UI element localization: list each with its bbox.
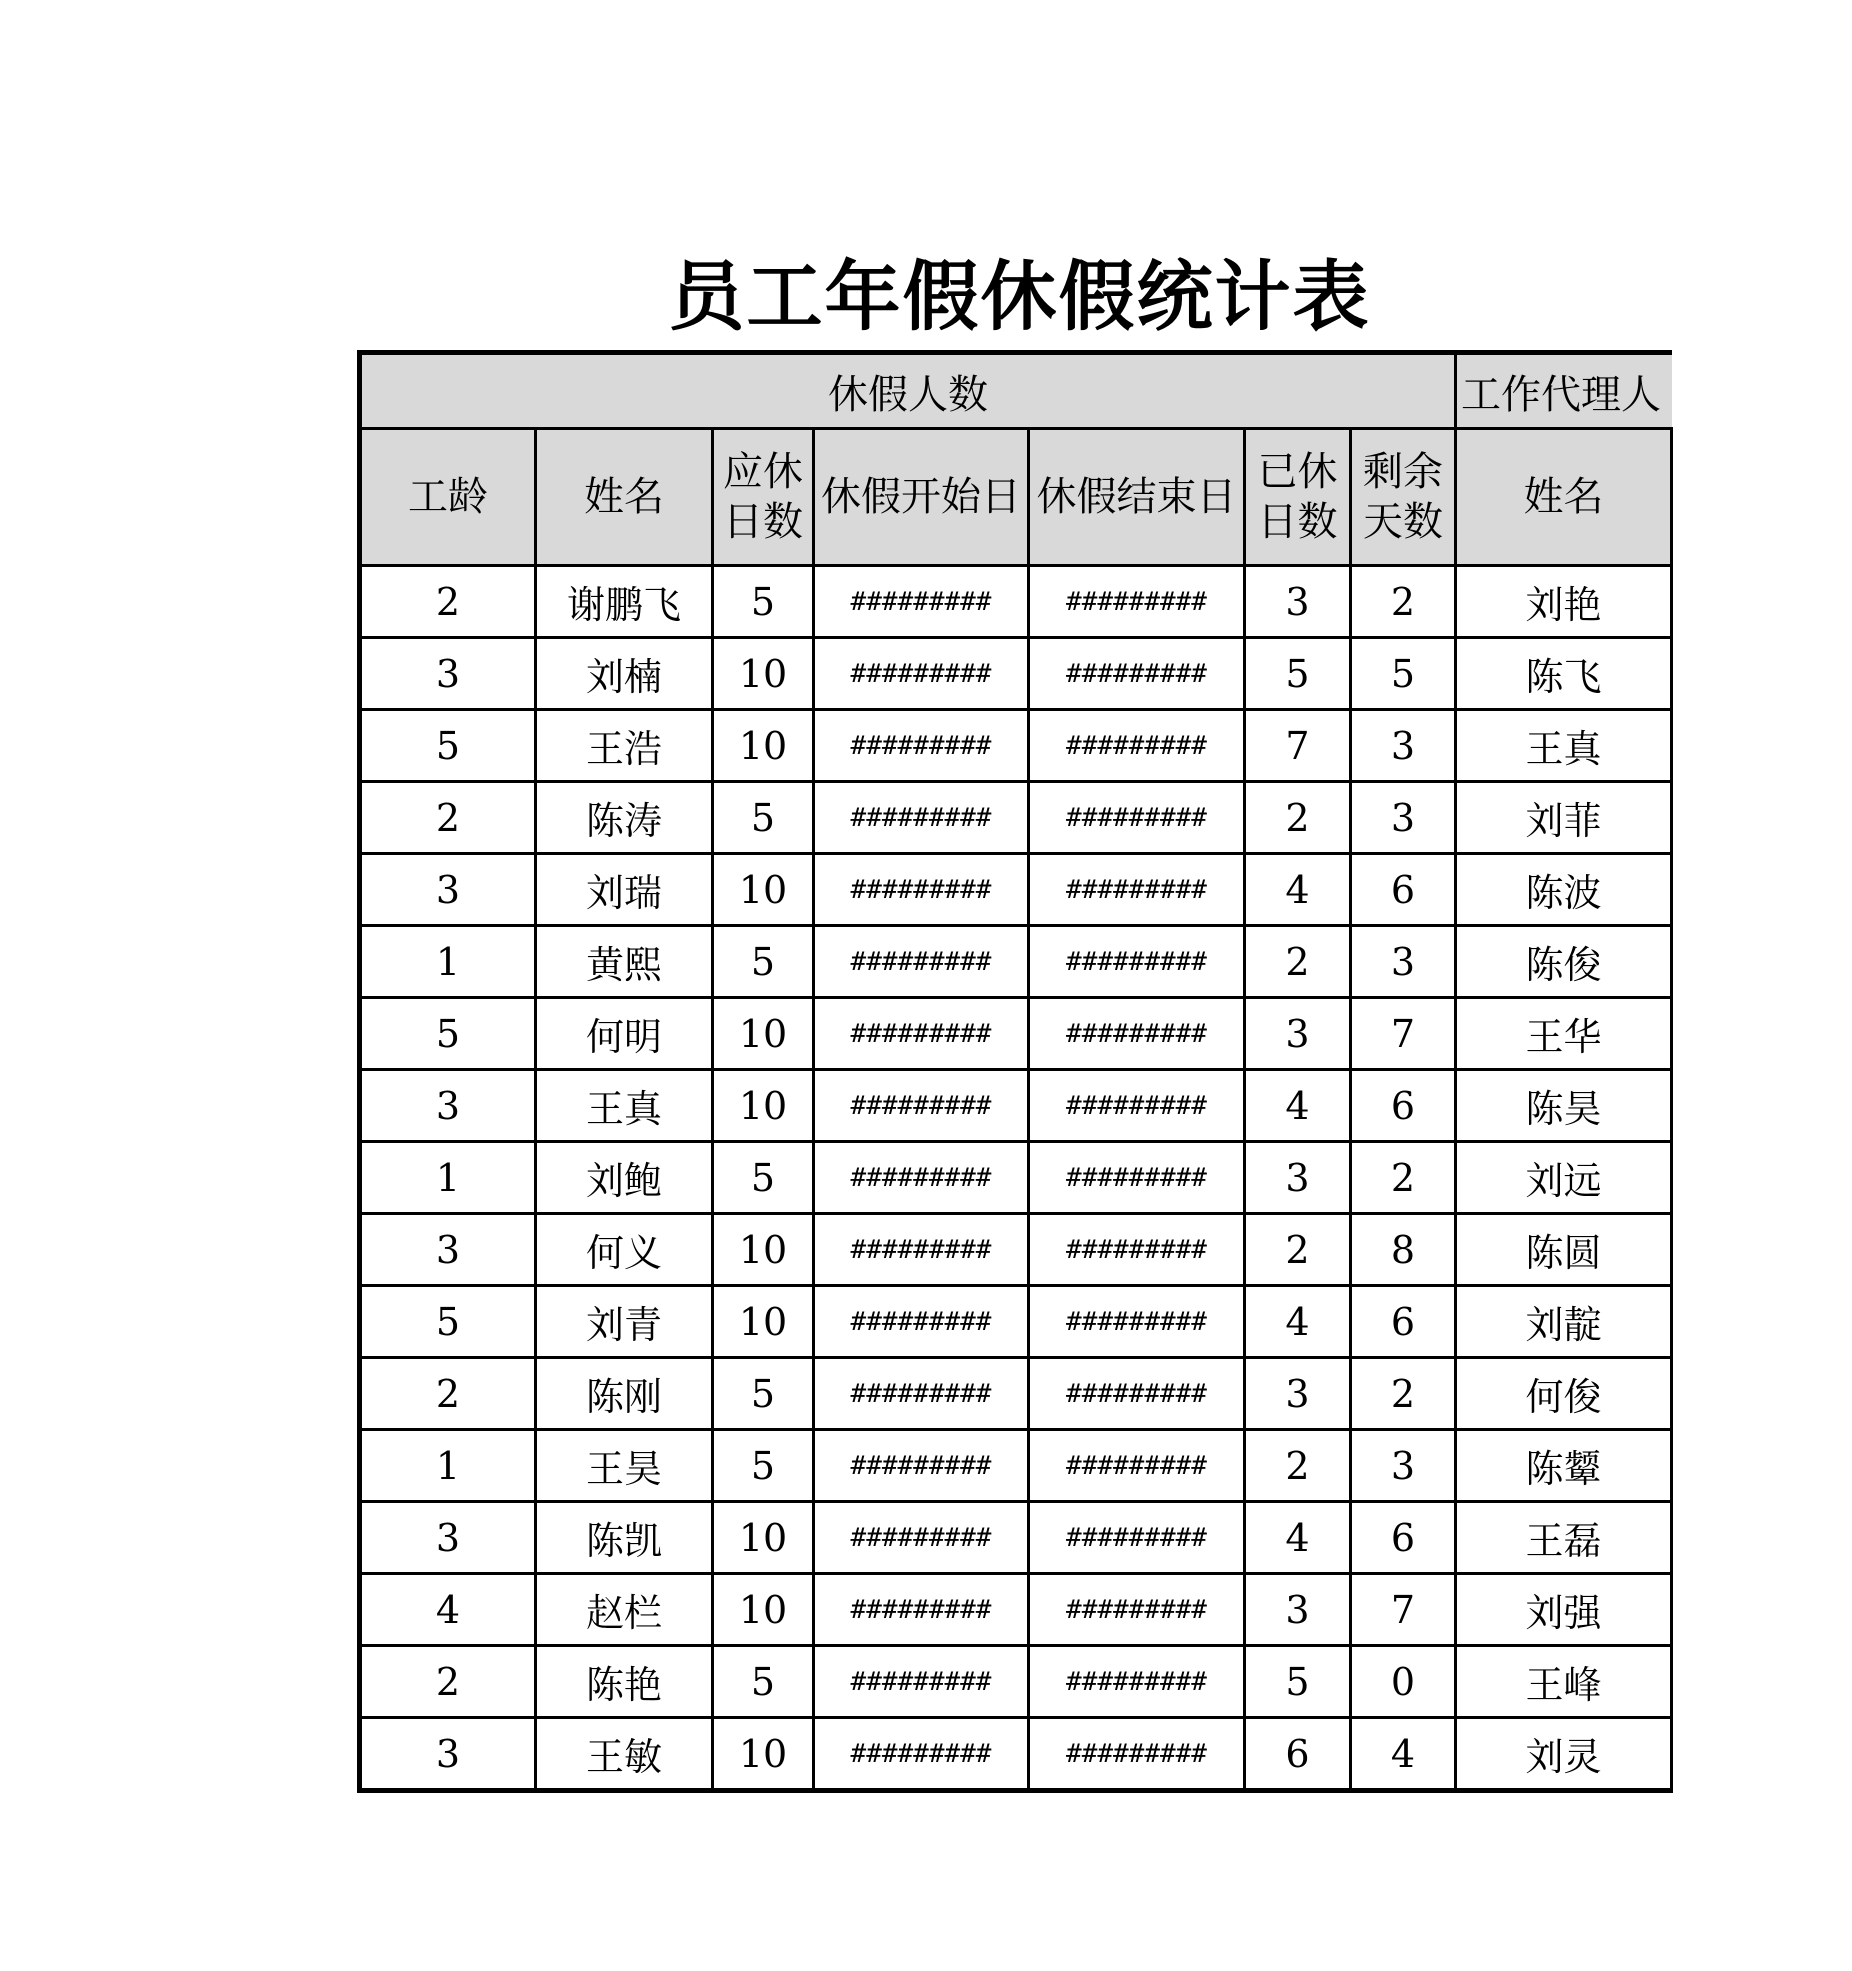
cell-proxy-name: 王华 <box>1456 998 1672 1070</box>
cell-end-date: ######### <box>1029 1142 1245 1214</box>
cell-entitled-days: 10 <box>713 638 814 710</box>
cell-name: 陈刚 <box>536 1358 713 1430</box>
cell-entitled-days: 5 <box>713 566 814 638</box>
cell-name: 谢鹏飞 <box>536 566 713 638</box>
cell-end-date: ######### <box>1029 1502 1245 1574</box>
cell-seniority: 3 <box>360 1214 536 1286</box>
cell-end-date: ######### <box>1029 998 1245 1070</box>
cell-seniority: 3 <box>360 1502 536 1574</box>
cell-name: 刘青 <box>536 1286 713 1358</box>
cell-start-date: ######### <box>814 566 1029 638</box>
table-row <box>360 566 1672 638</box>
cell-remaining-days: 6 <box>1351 1502 1456 1574</box>
cell-entitled-days: 5 <box>713 1430 814 1502</box>
cell-taken-days: 3 <box>1245 566 1351 638</box>
cell-remaining-days: 6 <box>1351 1070 1456 1142</box>
cell-taken-days: 5 <box>1245 1646 1351 1718</box>
cell-proxy-name: 陈俊 <box>1456 926 1672 998</box>
cell-end-date: ######### <box>1029 1286 1245 1358</box>
cell-start-date: ######### <box>814 1358 1029 1430</box>
cell-proxy-name: 刘灵 <box>1456 1718 1672 1791</box>
cell-name: 陈涛 <box>536 782 713 854</box>
cell-end-date: ######### <box>1029 1718 1245 1791</box>
cell-name: 王敏 <box>536 1718 713 1791</box>
cell-seniority: 5 <box>360 710 536 782</box>
cell-entitled-days: 5 <box>713 1358 814 1430</box>
cell-entitled-days: 5 <box>713 926 814 998</box>
cell-end-date: ######### <box>1029 710 1245 782</box>
cell-start-date: ######### <box>814 1430 1029 1502</box>
cell-name: 刘瑞 <box>536 854 713 926</box>
cell-start-date: ######### <box>814 1286 1029 1358</box>
cell-entitled-days: 10 <box>713 1574 814 1646</box>
cell-end-date: ######### <box>1029 926 1245 998</box>
cell-proxy-name: 王真 <box>1456 710 1672 782</box>
cell-end-date: ######### <box>1029 854 1245 926</box>
cell-remaining-days: 2 <box>1351 1142 1456 1214</box>
cell-remaining-days: 3 <box>1351 710 1456 782</box>
cell-start-date: ######### <box>814 1718 1029 1791</box>
table-row <box>360 1646 1672 1718</box>
cell-remaining-days: 2 <box>1351 1358 1456 1430</box>
cell-remaining-days: 2 <box>1351 566 1456 638</box>
cell-seniority: 1 <box>360 1142 536 1214</box>
cell-seniority: 2 <box>360 1358 536 1430</box>
cell-taken-days: 2 <box>1245 1430 1351 1502</box>
cell-start-date: ######### <box>814 1574 1029 1646</box>
cell-seniority: 3 <box>360 638 536 710</box>
table-row <box>360 638 1672 710</box>
table-row <box>360 710 1672 782</box>
col-header-remaining-days: 剩余天数 <box>1351 429 1456 566</box>
cell-seniority: 2 <box>360 1646 536 1718</box>
cell-taken-days: 3 <box>1245 1142 1351 1214</box>
cell-proxy-name: 刘靛 <box>1456 1286 1672 1358</box>
group-header-proxy: 工作代理人 <box>1456 353 1672 429</box>
cell-entitled-days: 5 <box>713 1646 814 1718</box>
cell-entitled-days: 10 <box>713 710 814 782</box>
cell-remaining-days: 3 <box>1351 782 1456 854</box>
cell-start-date: ######### <box>814 1070 1029 1142</box>
cell-taken-days: 4 <box>1245 1502 1351 1574</box>
cell-taken-days: 3 <box>1245 1358 1351 1430</box>
cell-entitled-days: 10 <box>713 1070 814 1142</box>
cell-name: 王浩 <box>536 710 713 782</box>
col-header-entitled-days: 应休日数 <box>713 429 814 566</box>
table-row <box>360 1070 1672 1142</box>
group-header-row <box>360 353 1672 429</box>
cell-name: 何义 <box>536 1214 713 1286</box>
cell-taken-days: 6 <box>1245 1718 1351 1791</box>
table-row <box>360 1430 1672 1502</box>
col-header-taken-days: 已休日数 <box>1245 429 1351 566</box>
group-header-vacation: 休假人数 <box>360 353 1456 429</box>
cell-proxy-name: 刘艳 <box>1456 566 1672 638</box>
cell-start-date: ######### <box>814 1142 1029 1214</box>
vacation-table <box>357 350 1673 1793</box>
cell-entitled-days: 10 <box>713 1502 814 1574</box>
col-header-proxy-name: 姓名 <box>1456 429 1672 566</box>
cell-end-date: ######### <box>1029 1574 1245 1646</box>
cell-start-date: ######### <box>814 782 1029 854</box>
cell-entitled-days: 5 <box>713 782 814 854</box>
cell-start-date: ######### <box>814 926 1029 998</box>
cell-end-date: ######### <box>1029 782 1245 854</box>
cell-seniority: 2 <box>360 566 536 638</box>
table-row <box>360 782 1672 854</box>
cell-taken-days: 7 <box>1245 710 1351 782</box>
cell-name: 何明 <box>536 998 713 1070</box>
cell-proxy-name: 陈飞 <box>1456 638 1672 710</box>
cell-taken-days: 4 <box>1245 1286 1351 1358</box>
table-row <box>360 1718 1672 1791</box>
cell-seniority: 5 <box>360 1286 536 1358</box>
cell-start-date: ######### <box>814 854 1029 926</box>
cell-seniority: 3 <box>360 854 536 926</box>
cell-end-date: ######### <box>1029 1214 1245 1286</box>
cell-name: 陈凯 <box>536 1502 713 1574</box>
cell-taken-days: 3 <box>1245 998 1351 1070</box>
cell-remaining-days: 0 <box>1351 1646 1456 1718</box>
cell-entitled-days: 10 <box>713 1286 814 1358</box>
cell-name: 赵栏 <box>536 1574 713 1646</box>
cell-seniority: 5 <box>360 998 536 1070</box>
cell-proxy-name: 刘远 <box>1456 1142 1672 1214</box>
table-row <box>360 854 1672 926</box>
cell-entitled-days: 5 <box>713 1142 814 1214</box>
cell-taken-days: 4 <box>1245 1070 1351 1142</box>
cell-remaining-days: 4 <box>1351 1718 1456 1791</box>
cell-name: 黄熙 <box>536 926 713 998</box>
cell-taken-days: 3 <box>1245 1574 1351 1646</box>
cell-entitled-days: 10 <box>713 998 814 1070</box>
col-header-end-date: 休假结束日 <box>1029 429 1245 566</box>
table-row <box>360 998 1672 1070</box>
cell-taken-days: 2 <box>1245 926 1351 998</box>
cell-proxy-name: 刘强 <box>1456 1574 1672 1646</box>
cell-start-date: ######### <box>814 638 1029 710</box>
cell-name: 王昊 <box>536 1430 713 1502</box>
cell-end-date: ######### <box>1029 566 1245 638</box>
cell-entitled-days: 10 <box>713 1718 814 1791</box>
table-row <box>360 1286 1672 1358</box>
col-header-seniority: 工龄 <box>360 429 536 566</box>
cell-seniority: 2 <box>360 782 536 854</box>
cell-proxy-name: 陈颦 <box>1456 1430 1672 1502</box>
cell-remaining-days: 7 <box>1351 998 1456 1070</box>
cell-end-date: ######### <box>1029 1430 1245 1502</box>
cell-seniority: 3 <box>360 1718 536 1791</box>
cell-end-date: ######### <box>1029 1070 1245 1142</box>
cell-end-date: ######### <box>1029 638 1245 710</box>
cell-taken-days: 2 <box>1245 1214 1351 1286</box>
cell-start-date: ######### <box>814 998 1029 1070</box>
cell-end-date: ######### <box>1029 1646 1245 1718</box>
cell-end-date: ######### <box>1029 1358 1245 1430</box>
col-header-start-date: 休假开始日 <box>814 429 1029 566</box>
cell-remaining-days: 3 <box>1351 926 1456 998</box>
cell-proxy-name: 刘菲 <box>1456 782 1672 854</box>
cell-start-date: ######### <box>814 710 1029 782</box>
col-header-name: 姓名 <box>536 429 713 566</box>
cell-remaining-days: 3 <box>1351 1430 1456 1502</box>
table-row <box>360 1574 1672 1646</box>
cell-taken-days: 2 <box>1245 782 1351 854</box>
cell-proxy-name: 王峰 <box>1456 1646 1672 1718</box>
column-header-row <box>360 429 1672 566</box>
page-title: 员工年假休假统计表 <box>668 252 1371 341</box>
cell-seniority: 4 <box>360 1574 536 1646</box>
table-body <box>360 566 1672 1791</box>
cell-remaining-days: 6 <box>1351 854 1456 926</box>
cell-proxy-name: 王磊 <box>1456 1502 1672 1574</box>
cell-proxy-name: 陈圆 <box>1456 1214 1672 1286</box>
cell-taken-days: 5 <box>1245 638 1351 710</box>
table-row <box>360 1502 1672 1574</box>
cell-entitled-days: 10 <box>713 854 814 926</box>
cell-seniority: 1 <box>360 1430 536 1502</box>
cell-name: 刘楠 <box>536 638 713 710</box>
table-row <box>360 1358 1672 1430</box>
table-row <box>360 926 1672 998</box>
cell-entitled-days: 10 <box>713 1214 814 1286</box>
cell-proxy-name: 何俊 <box>1456 1358 1672 1430</box>
cell-remaining-days: 6 <box>1351 1286 1456 1358</box>
cell-start-date: ######### <box>814 1646 1029 1718</box>
cell-start-date: ######### <box>814 1502 1029 1574</box>
cell-taken-days: 4 <box>1245 854 1351 926</box>
cell-remaining-days: 5 <box>1351 638 1456 710</box>
table-row <box>360 1142 1672 1214</box>
cell-remaining-days: 8 <box>1351 1214 1456 1286</box>
cell-name: 陈艳 <box>536 1646 713 1718</box>
cell-seniority: 3 <box>360 1070 536 1142</box>
cell-remaining-days: 7 <box>1351 1574 1456 1646</box>
cell-proxy-name: 陈波 <box>1456 854 1672 926</box>
cell-name: 刘鲍 <box>536 1142 713 1214</box>
cell-start-date: ######### <box>814 1214 1029 1286</box>
cell-proxy-name: 陈昊 <box>1456 1070 1672 1142</box>
cell-name: 王真 <box>536 1070 713 1142</box>
cell-seniority: 1 <box>360 926 536 998</box>
table-row <box>360 1214 1672 1286</box>
